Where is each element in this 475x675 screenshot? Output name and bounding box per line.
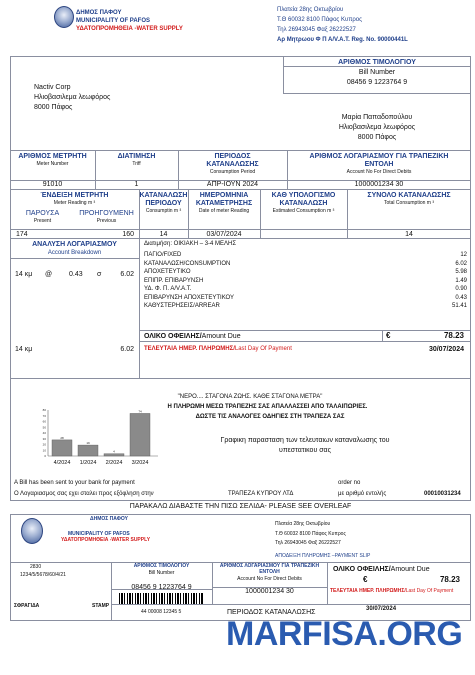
slip-address-3: Τηλ 26943045 Φαξ 26222527 xyxy=(275,540,341,546)
overleaf-notice: ΠΑΡΑΚΑΛΩ ΔΙΑΒΑΣΤΕ ΤΗΝ ΠΙΣΩ ΣΕΛΙΔΑ- PLEASE SEE OVERLEAF xyxy=(129,503,352,510)
charge-label: ΕΠΙΠΡ. ΕΠΙΒΑΡΥΝΣΗ xyxy=(144,277,204,284)
charge-label: ΑΠΟΧΕΤΕΥΤΙΚΟ xyxy=(144,269,191,275)
meter-header: ΑΡΙΘΜΟΣ ΜΕΤΡΗΤΗ xyxy=(18,153,87,160)
charge-value: 1.49 xyxy=(455,277,467,284)
chart-y-tick: 30 xyxy=(42,436,46,441)
meter-header-en: Meter Number xyxy=(36,161,69,167)
slip-bill-number: 08456 9 1223764 9 xyxy=(131,584,192,591)
tariff-description: Διατιμήση: ΟΙΚΙΑΚΗ – 3-4 ΜΕΛΗΣ xyxy=(144,241,237,247)
period-header: ΠΕΡΙΟΔΟΣ xyxy=(214,153,251,160)
bank-sent-gr: Ο Λογαριασμος σας εχει σταλει προς εξόφληση στην xyxy=(14,491,154,497)
charge-value: 6.02 xyxy=(455,260,467,267)
org-name-greek: ΔΗΜΟΣ ΠΑΦΟΥ xyxy=(76,10,122,16)
reading-header: ΈΝΔΕΙΞΗ ΜΕΤΡΗΤΗ xyxy=(40,192,109,199)
last-day-label-en: Last Day Of Payment xyxy=(234,346,292,352)
slip-code-2: 1234/5/5678/60/4/21 xyxy=(20,572,66,578)
slip-department: ΥΔΑΤΟΠΡΟΜΗΘΕΙΑ -WATER SUPPLY xyxy=(61,537,151,543)
graph-caption: Γραφικη παρασταση των τελευταιων καταναλωσης του xyxy=(220,437,390,444)
breakdown-sigma: σ xyxy=(97,271,102,278)
consumption-chart xyxy=(34,404,159,472)
estimated-header: ΚΑΘ ΥΠΟΛΟΓΙΣΜΟ xyxy=(271,192,336,199)
bank-name: ΤΡΑΠΕΖΑ ΚΥΠΡΟΥ ΛΤΔ xyxy=(228,491,294,497)
stamp-label-gr: ΣΦΡΑΓΙΔΑ xyxy=(14,603,40,609)
last-day-label-gr: ΤΕΛΕΥΤΑΙΑ ΗΜΕΡ. ΠΛΗΡΩΜΗΣ/ xyxy=(144,346,235,352)
slip-last-day-gr: ΤΕΛΕΥΤΑΙΑ ΗΜΕΡ. ΠΛΗΡΩΜΗΣ/ xyxy=(330,588,406,594)
charge-value: 0.43 xyxy=(455,294,467,301)
breakdown-title: ΑΝΑΛΥΣΗ ΛΟΓΑΡΙΑΣΜΟΥ xyxy=(32,241,117,248)
payment-slip-title: ΑΠΟΔΕΙΞΗ ΠΛΗΡΩΜΗΣ –PAYMENT SLIP xyxy=(275,553,371,559)
total-consumption-header: ΣΥΝΟΛΟ ΚΑΤΑΝΑΛΩΣΗΣ xyxy=(367,192,451,199)
present-header: ΠΑΡΟΥΣΑ xyxy=(25,210,60,217)
slip-address-2: Τ.Θ 60032 8100 Πάφος Κυπρος xyxy=(275,531,346,537)
chart-bar-label: 19 xyxy=(86,441,90,446)
present-value: 174 xyxy=(16,231,28,238)
chart-y-tick: 60 xyxy=(42,419,46,424)
chart-bar xyxy=(130,413,150,456)
invoice-number-box xyxy=(283,56,471,86)
slip-amount-due-en: Amount Due xyxy=(390,566,430,573)
recipient-street: Ηλιοβασιλεμα λεωφόρος xyxy=(338,124,416,131)
slip-account-header: ΑΡΙΘΜΟΣ ΛΟΓΑΡΙΑΣΜΟΥ ΓΙΑ ΤΡΑΠΕΖΙΚΗ xyxy=(219,563,320,569)
total-consumption-value: 14 xyxy=(405,231,413,238)
invoice-title: ΑΡΙΘΜΟΣ ΤΙΜΟΛΟΓΙΟΥ xyxy=(338,59,416,66)
bank-instructions-message: ΔΩΣΤΕ ΤΙΣ ΑΝΑΛΟΓΕΣ ΟΔΗΓΙΕΣ ΣΤΗ ΤΡΑΠΕΖΑ ΣΑΣ xyxy=(195,414,345,420)
chart-bar-label: 74 xyxy=(138,409,142,414)
account-header-2: ΕΝΤΟΛΗ xyxy=(364,161,394,168)
slip-org-greek: ΔΗΜΟΣ ΠΑΦΟΥ xyxy=(90,516,128,522)
address-line-3: Τηλ 26943045 Φαξ 26222527 xyxy=(277,27,356,33)
account-header-en: Account No For Direct Debits xyxy=(346,169,412,175)
org-name-english: MUNICIPALITY OF PAFOS xyxy=(76,18,151,24)
chart-bar xyxy=(78,445,98,456)
date-header: ΗΜΕΡΟΜΗΝΙΑ xyxy=(199,192,249,199)
graph-caption-2: υπεστατικου σας xyxy=(279,447,331,454)
reading-header-en: Meter Reading m ³ xyxy=(53,200,96,206)
period-value: ΑΠΡ-ΙΟΥΝ 2024 xyxy=(206,181,259,188)
previous-value: 160 xyxy=(122,231,134,238)
period-header-en: Consumption Period xyxy=(209,169,256,175)
bank-payment-message: Η ΠΛΗΡΩΜΗ ΜΕΣΩ ΤΡΑΠΕΖΗΣ ΣΑΣ ΑΠΑΛΛΑΣΣΕΙ ΑΠΟ ΤΑΛΑΙΠΩΡΙΕΣ. xyxy=(167,404,368,410)
slogan: "ΝΕΡΟ.... ΣΤΑΓΟΝΑ ΖΩΗΣ. ΚΑΘΕ ΣΤΑΓΟΝΑ ΜΕΤΡΑ" xyxy=(177,394,323,400)
chart-category-label: 4/2024 xyxy=(53,460,71,466)
slip-account-number: 1000001234 30 xyxy=(245,588,294,595)
slip-seal-icon xyxy=(21,518,43,544)
charge-value: 12 xyxy=(460,252,467,258)
date-header-2: ΚΑΤΑΜΕΤΡΗΣΗΣ xyxy=(195,200,253,207)
sender-street: Ηλιοβασιλεμα λεωφόρος xyxy=(34,94,111,101)
barcode-icon xyxy=(119,593,204,604)
breakdown-amount-2: 6.02 xyxy=(120,346,134,353)
slip-account-header-en: Account No For Direct Debits xyxy=(237,576,302,582)
breakdown-qty-2: 14 κμ xyxy=(15,346,33,353)
order-label-gr: με αριθμό εντολής xyxy=(338,491,387,497)
amount-due-label-en: Amount Due xyxy=(201,333,241,340)
chart-bar-label: 4 xyxy=(113,449,115,454)
slip-last-day-label xyxy=(330,589,453,594)
period-header-2: ΚΑΤΑΝΑΛΩΣΗΣ xyxy=(206,161,259,168)
barcode-text: 44 00008 12345 5 xyxy=(141,609,182,615)
chart-y-tick: 10 xyxy=(42,448,46,453)
sender-city: 8000 Πάφος xyxy=(34,104,73,111)
invoice-number: 08456 9 1223764 9 xyxy=(346,79,408,86)
last-day-label xyxy=(144,346,292,352)
slip-bill-header: ΑΡΙΘΜΟΣ ΤΙΜΟΛΟΓΙΟΥ xyxy=(133,563,190,569)
account-header: ΑΡΙΘΜΟΣ ΛΟΓΑΡΙΑΣΜΟΥ ΓΙΑ ΤΡΑΠΕΖΙΚΗ xyxy=(309,153,449,160)
slip-org-english: MUNICIPALITY OF PAFOS xyxy=(68,531,130,537)
slip-bill-header-en: Bill Number xyxy=(148,570,175,576)
breakdown-amount: 6.02 xyxy=(120,271,134,278)
chart-y-tick: 80 xyxy=(42,408,46,412)
estimated-header-2: ΚΑΤΑΝΑΛΩΣΗ xyxy=(279,200,328,207)
bank-sent-en: A Bill has been sent to your bank for payment xyxy=(14,480,135,486)
breakdown-rate: 0.43 xyxy=(69,271,83,278)
present-header-en: Present xyxy=(33,218,52,224)
charge-value: 5.98 xyxy=(455,269,467,275)
charge-label: ΠΑΓΙΟ/FIXED xyxy=(144,252,182,258)
address-line-1: Πλατεία 28ης Οκτωβρίου xyxy=(277,7,344,13)
amount-due-label xyxy=(144,333,241,340)
watermark: MARFISA.ORG xyxy=(226,615,463,653)
slip-last-day-value: 30/07/2024 xyxy=(366,606,397,612)
order-no-label: order no xyxy=(338,480,361,486)
chart-y-tick: 40 xyxy=(42,431,46,435)
breakdown-title-en: Account Breakdown xyxy=(47,250,102,256)
slip-address-1: Πλατεία 28ης Οκτωβρίου xyxy=(275,521,331,527)
charge-label: ΚΑΘΥΣΤΕΡΗΣΕΙΣ/ARREAR xyxy=(144,303,220,309)
slip-account-header-2: ΕΝΤΟΛΗ xyxy=(259,569,280,575)
chart-bar xyxy=(52,440,72,456)
breakdown-at: @ xyxy=(45,271,53,278)
chart-bar xyxy=(104,454,124,456)
vat-registration: Αρ Μητρωου Φ Π Α/V.A.T. Reg. No. 90000441L xyxy=(277,37,408,43)
charge-value: 0.90 xyxy=(455,286,467,292)
date-value: 03/07/2024 xyxy=(206,231,242,238)
charge-value: 51.41 xyxy=(451,303,467,309)
charge-label: ΕΠΙΒΑΡΥΝΣΗ ΑΠΟΧΕΤΕΥΤΙΚΟΥ xyxy=(144,294,235,301)
consumption-header-en: Consumptin m ³ xyxy=(145,208,182,214)
chart-category-label: 1/2024 xyxy=(79,460,97,466)
amount-due-currency: € xyxy=(386,331,391,340)
order-number: 00010031234 xyxy=(424,491,461,497)
last-day-value: 30/07/2024 xyxy=(428,346,464,353)
address-line-2: Τ.Θ 60032 8100 Πάφος Κυπρος xyxy=(277,17,363,23)
sender-name: Nactiv Corp xyxy=(34,84,71,91)
tariff-header-en: Triff xyxy=(132,161,141,167)
meter-value: 91010 xyxy=(42,181,63,188)
chart-bar-label: 28 xyxy=(60,435,64,440)
chart-category-label: 2/2024 xyxy=(105,460,123,466)
tariff-value: 1 xyxy=(134,181,139,188)
account-value: 1000001234 30 xyxy=(354,181,404,188)
municipality-seal-icon xyxy=(54,6,74,28)
consumption-value: 14 xyxy=(159,231,168,238)
breakdown-qty: 14 κμ xyxy=(15,271,33,278)
slip-amount-due-gr: ΟΛΙΚΟ ΟΦΕΙΛΗΣ/ xyxy=(333,566,391,573)
charge-label: ΚΑΤΑΝΑΛΩΣΗ/CONSUMPTION xyxy=(144,260,231,267)
recipient-city: 8000 Πάφος xyxy=(357,134,397,141)
estimated-header-en: Estimated Consumption m ³ xyxy=(272,208,335,214)
slip-currency: € xyxy=(363,575,368,584)
consumption-header-2: ΠΕΡΙΟΔΟΥ xyxy=(145,200,182,207)
date-header-en: Date of meter Reading xyxy=(198,208,250,214)
previous-header-en: Previous xyxy=(96,218,117,224)
slip-period-label: ΠΕΡΙΟΔΟΣ ΚΑΤΑΝΑΛΩΣΗΣ xyxy=(227,609,316,616)
slip-last-day-en: Last Day Of Payment xyxy=(405,588,454,594)
chart-y-tick: 0 xyxy=(44,454,46,458)
slip-amount-due-label xyxy=(333,566,430,573)
invoice-subtitle: Bill Number xyxy=(358,69,396,76)
amount-due-label-gr: ΟΛΙΚΟ ΟΦΕΙΛΗΣ/ xyxy=(144,333,202,340)
chart-y-tick: 20 xyxy=(42,442,46,447)
previous-header: ΠΡΟΗΓΟΥΜΕΝΗ xyxy=(79,210,134,217)
consumption-header: ΚΑΤΑΝΑΛΩΣΗ xyxy=(139,192,188,199)
slip-code-1: 2830 xyxy=(30,564,42,570)
slip-amount-due-value: 78.23 xyxy=(439,575,460,584)
chart-category-label: 3/2024 xyxy=(131,460,149,466)
total-consumption-header-en: Total Consumption m ³ xyxy=(383,200,435,206)
chart-y-tick: 50 xyxy=(42,425,46,430)
department-name: ΥΔΑΤΟΠΡΟΜΗΘΕΙΑ -WATER SUPPLY xyxy=(76,26,183,32)
charge-label: ΥΔ. Φ. Π. Α/V.A.T. xyxy=(144,286,192,292)
chart-y-tick: 70 xyxy=(42,413,46,418)
tariff-header: ΔΙΑΤΙΜΗΣΗ xyxy=(117,153,156,160)
stamp-label-en: STAMP xyxy=(92,603,110,609)
amount-due-value: 78.23 xyxy=(443,331,464,340)
recipient-name: Μαρία Παπαδοπούλου xyxy=(341,114,413,121)
